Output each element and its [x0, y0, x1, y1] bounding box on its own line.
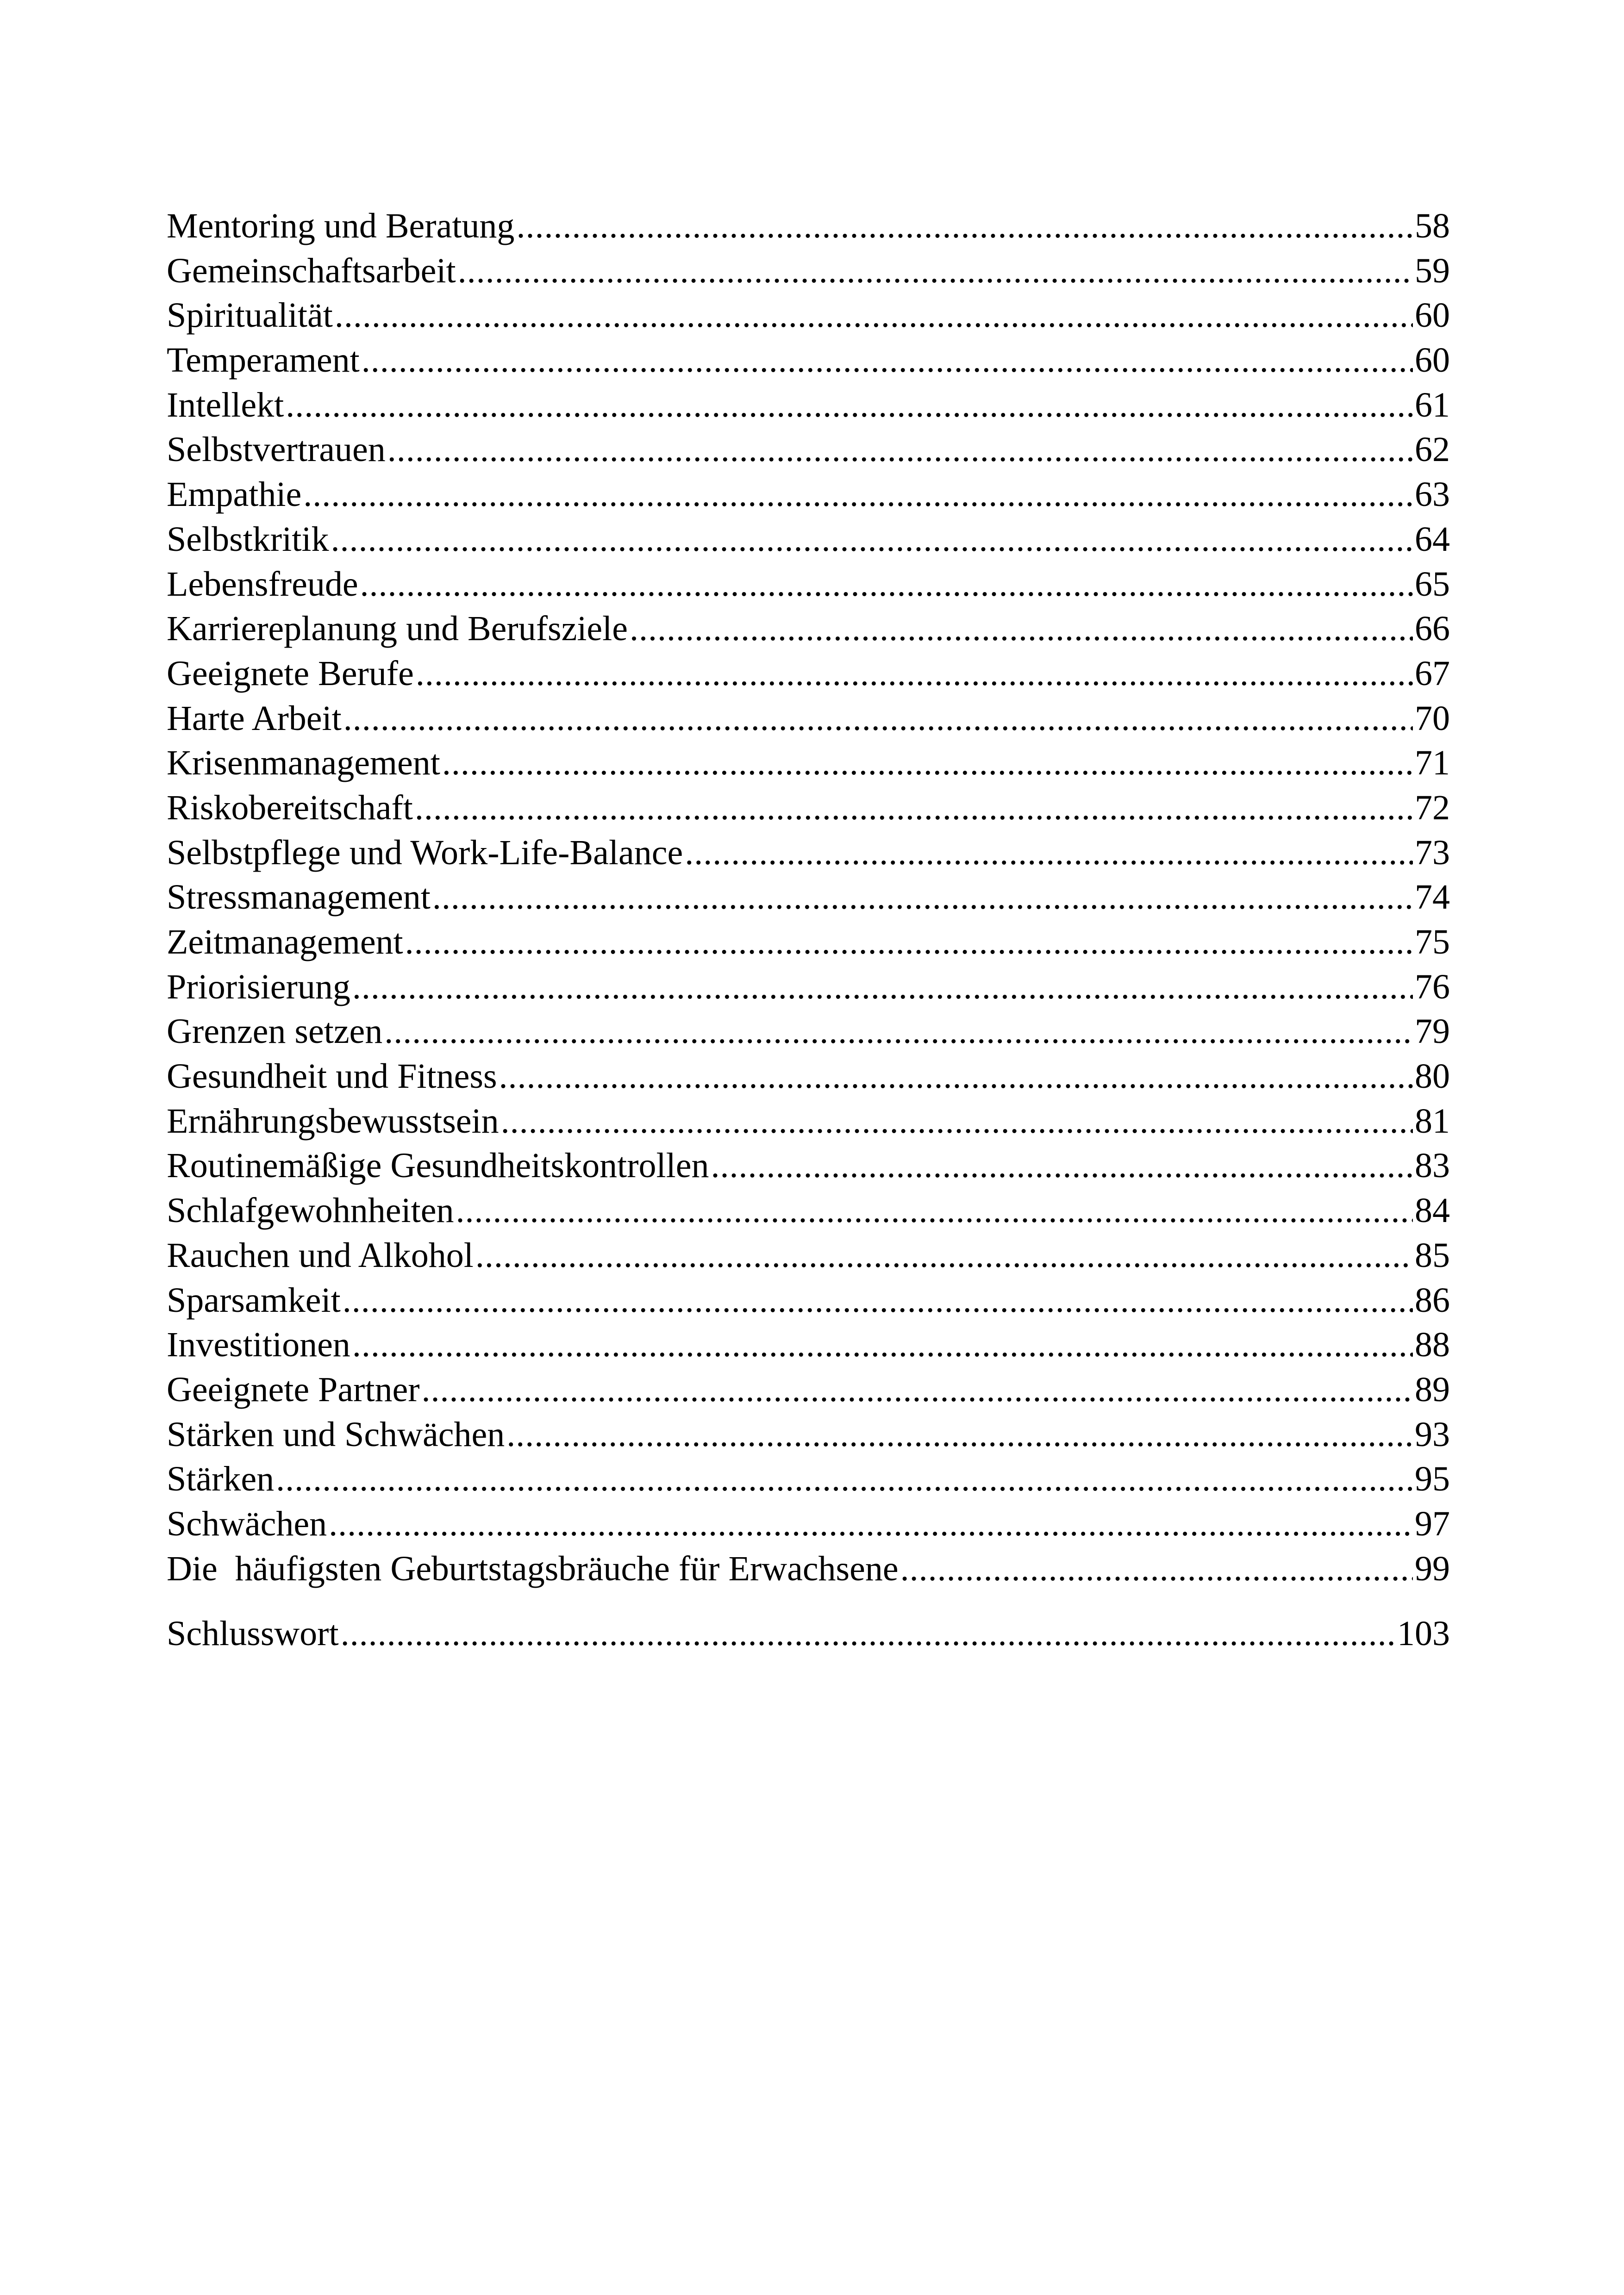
toc-entry-title: Grenzen setzen: [167, 1012, 383, 1051]
toc-entry: [167, 875, 1450, 920]
toc-entry-page: 88: [1415, 1325, 1450, 1365]
toc-entry: [167, 606, 1450, 651]
toc-entry-title: Temperament: [167, 341, 360, 380]
toc-dot-leader: [343, 1278, 1413, 1323]
toc-entry: [167, 1233, 1450, 1278]
toc-entry-page: 60: [1415, 296, 1450, 335]
toc-entry-page: 89: [1415, 1370, 1450, 1409]
toc-entry: [167, 786, 1450, 830]
toc-entry: [167, 1412, 1450, 1457]
toc-entry-title: Schwächen: [167, 1504, 327, 1543]
toc-dot-leader: [458, 249, 1413, 293]
toc-entry: [167, 1143, 1450, 1188]
toc-entry: [167, 651, 1450, 696]
toc-entry-title: Empathie: [167, 475, 302, 514]
toc-entry-title: Routinemäßige Gesundheitskontrollen: [167, 1146, 709, 1185]
toc-entry: [167, 965, 1450, 1010]
toc-entry: [167, 383, 1450, 428]
toc-entry-title: Schlusswort: [167, 1614, 339, 1653]
toc-entry: [167, 562, 1450, 607]
toc-entry-page: 64: [1415, 519, 1450, 559]
toc-entry: [167, 1009, 1450, 1054]
toc-entry-title: Riskobereitschaft: [167, 788, 413, 827]
toc-entry-page: 79: [1415, 1012, 1450, 1051]
toc-entry: [167, 1278, 1450, 1323]
toc-dot-leader: [501, 1099, 1413, 1144]
toc-entry: [167, 427, 1450, 472]
toc-entry-page: 80: [1415, 1057, 1450, 1096]
toc-entry-title: Geeignete Berufe: [167, 654, 414, 693]
toc-entry-title: Ernährungsbewusstsein: [167, 1101, 499, 1141]
toc-entry: [167, 1502, 1450, 1547]
toc-entry: [167, 472, 1450, 517]
toc-entry: [167, 338, 1450, 383]
toc-dot-leader: [331, 517, 1413, 562]
toc-entry: [167, 696, 1450, 741]
toc-dot-leader: [286, 383, 1413, 428]
toc-entry-title: Mentoring und Beratung: [167, 206, 515, 245]
toc-entry-title: Lebensfreude: [167, 564, 358, 604]
toc-entry-page: 93: [1415, 1415, 1450, 1454]
toc-entry-page: 73: [1415, 833, 1450, 872]
toc-entry-page: 95: [1415, 1459, 1450, 1499]
toc-entry: [167, 1322, 1450, 1367]
toc-entry: [167, 1367, 1450, 1412]
toc-entry-page: 84: [1415, 1191, 1450, 1230]
toc-dot-leader: [630, 606, 1413, 651]
toc-entry: [167, 293, 1450, 338]
toc-entry: [167, 920, 1450, 965]
toc-dot-leader: [341, 1611, 1395, 1656]
toc-entry-page: 70: [1415, 698, 1450, 738]
toc-entry-page: 85: [1415, 1235, 1450, 1275]
toc-entry: [167, 1457, 1450, 1502]
toc-entry-title: Schlafgewohnheiten: [167, 1191, 454, 1230]
toc-dot-leader: [475, 1233, 1413, 1278]
toc-entry: [167, 1099, 1450, 1144]
toc-entry-title: Karriereplanung und Berufsziele: [167, 609, 628, 649]
toc-entry-page: 60: [1415, 341, 1450, 380]
toc-entry-title: Die häufigsten Geburtstagsbräuche für Erwachsene: [167, 1549, 899, 1588]
toc-dot-leader: [711, 1143, 1413, 1188]
toc-dot-leader: [422, 1367, 1413, 1412]
toc-entry-page: 59: [1415, 251, 1450, 290]
toc-dot-leader: [360, 562, 1413, 607]
toc-entry: [167, 249, 1450, 293]
toc-dot-leader: [442, 741, 1413, 786]
toc-entry-page: 81: [1415, 1101, 1450, 1141]
toc-entry-page: 66: [1415, 609, 1450, 649]
toc-dot-leader: [344, 696, 1413, 741]
toc-entry: [167, 1611, 1450, 1656]
toc-entry-page: 67: [1415, 654, 1450, 693]
toc-entry-page: 71: [1415, 743, 1450, 783]
toc-dot-leader: [335, 293, 1413, 338]
toc-dot-leader: [416, 651, 1413, 696]
toc-entry-title: Gesundheit und Fitness: [167, 1057, 497, 1096]
toc-entry-page: 83: [1415, 1146, 1450, 1185]
toc-entry-page: 61: [1415, 385, 1450, 424]
toc-entry: [167, 830, 1450, 875]
toc-dot-leader: [276, 1457, 1413, 1502]
toc-entry-title: Selbstkritik: [167, 519, 329, 559]
toc-dot-leader: [329, 1502, 1413, 1547]
toc-dot-leader: [387, 427, 1413, 472]
toc-entry-title: Investitionen: [167, 1325, 350, 1365]
toc-entry: [167, 1547, 1450, 1591]
toc-entry-title: Priorisierung: [167, 967, 350, 1006]
toc-entry-page: 63: [1415, 475, 1450, 514]
toc-entry: [167, 1188, 1450, 1233]
toc-entry: [167, 741, 1450, 786]
toc-dot-leader: [685, 830, 1413, 875]
toc-dot-leader: [352, 1322, 1413, 1367]
toc-dot-leader: [405, 920, 1413, 965]
toc-entry-title: Stressmanagement: [167, 878, 431, 917]
toc-entry-title: Gemeinschaftsarbeit: [167, 251, 456, 290]
toc-dot-leader: [506, 1412, 1413, 1457]
toc-entry-page: 99: [1415, 1549, 1450, 1588]
toc-entry-page: 75: [1415, 923, 1450, 961]
toc-entry-title: Spiritualität: [167, 296, 333, 335]
toc-dot-leader: [352, 965, 1413, 1010]
toc-entry-title: Krisenmanagement: [167, 743, 440, 783]
toc-entry-title: Sparsamkeit: [167, 1280, 341, 1320]
toc-entry-title: Rauchen und Alkohol: [167, 1235, 474, 1275]
toc-entry-page: 74: [1415, 878, 1450, 917]
toc-dot-leader: [900, 1547, 1413, 1591]
toc-dot-leader: [384, 1009, 1413, 1054]
toc-entry-title: Stärken und Schwächen: [167, 1415, 505, 1454]
toc-dot-leader: [362, 338, 1413, 383]
toc-entry-title: Intellekt: [167, 385, 284, 424]
toc-entry-title: Selbstvertrauen: [167, 430, 386, 469]
toc-entry-page: 58: [1415, 206, 1450, 245]
toc-dot-leader: [516, 204, 1413, 249]
toc-entry-title: Stärken: [167, 1459, 275, 1499]
toc-dot-leader: [303, 472, 1413, 517]
toc-entry-title: Harte Arbeit: [167, 698, 342, 738]
toc-entry-page: 65: [1415, 564, 1450, 604]
toc-entry-title: Selbstpflege und Work-Life-Balance: [167, 833, 683, 872]
toc-entry: [167, 204, 1450, 249]
toc-entry-page: 97: [1415, 1504, 1450, 1543]
toc-entry-page: 76: [1415, 967, 1450, 1006]
toc-entry-title: Geeignete Partner: [167, 1370, 420, 1409]
toc-dot-leader: [499, 1054, 1413, 1099]
table-of-contents: [167, 204, 1450, 1656]
toc-dot-leader: [415, 786, 1413, 830]
toc-entry-page: 72: [1415, 788, 1450, 827]
toc-entry-page: 62: [1415, 430, 1450, 469]
toc-entry-title: Zeitmanagement: [167, 923, 403, 961]
toc-entry-page: 103: [1397, 1614, 1450, 1653]
toc-entry-page: 86: [1415, 1280, 1450, 1320]
toc-dot-leader: [456, 1188, 1413, 1233]
toc-entry: [167, 517, 1450, 562]
toc-entry: [167, 1054, 1450, 1099]
toc-dot-leader: [432, 875, 1413, 920]
